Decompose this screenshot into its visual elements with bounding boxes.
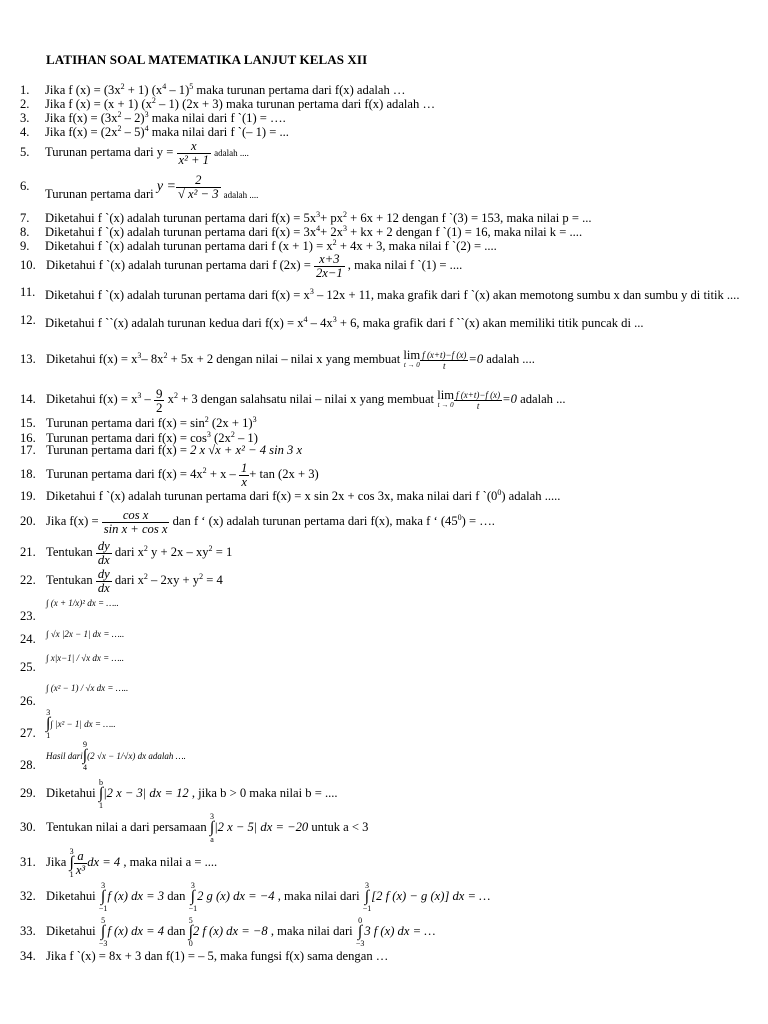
denominator: 2 [155, 399, 163, 415]
question-text: x [164, 392, 174, 406]
upper-limit: 5 [188, 916, 193, 926]
question-number: 25. [20, 660, 36, 674]
limit-label: lim [437, 388, 455, 403]
question-text: + 3 dengan salahsatu nilai – nilai x yang membuat [177, 392, 438, 406]
exponent: 3 [206, 430, 211, 439]
question-number: 20. [20, 514, 36, 528]
denominator: x [241, 474, 247, 489]
limit-subscript: t → 0 [437, 401, 454, 410]
question-text: – 8x [141, 352, 164, 366]
lower-limit: 4 [82, 763, 87, 773]
question-number: 7. [20, 211, 30, 225]
upper-limit: 3 [210, 812, 215, 822]
limit-label: lim [403, 348, 421, 363]
question-text: Diketahui f `(x) adalah turunan pertama dari f(x) = x sin 2x + cos 3x, maka nilai dari f `(0 [46, 489, 498, 503]
question-text: dan [164, 924, 189, 938]
question-number: 13. [20, 352, 36, 366]
question-text: ) adalah ..... [501, 489, 561, 503]
question-text: , jika b > 0 maka nilai b = .... [188, 786, 338, 800]
question-text: Diketahui f ``(x) adalah turunan kedua dari f(x) = x [45, 316, 304, 330]
question-number: 32. [20, 889, 36, 903]
question-13 [20, 342, 742, 373]
integral-expression: |2 x − 3| dx = 12 [103, 786, 189, 800]
question-text: , maka nilai a = .... [120, 855, 218, 869]
question-text: adalah .... [214, 148, 249, 158]
question-text: Jika f (x) = (x + 1) (x [45, 97, 152, 111]
numerator: x [177, 140, 211, 154]
fraction [96, 568, 112, 595]
question-text: Turunan pertama dari f(x) = cos [46, 431, 207, 445]
question-text: Jika [46, 855, 70, 869]
question-text: y + 2x – xy [147, 545, 209, 559]
question-text: – 1) [234, 431, 258, 445]
question-text: – 1) (2x + 3) maka turunan pertama dari f(x) adalah … [155, 97, 436, 111]
integral-sign: 9 ∫ 4 [82, 740, 88, 773]
question-text: Jika f(x) = [46, 514, 102, 528]
question-number: 24. [20, 632, 36, 646]
integral-expression: ∫ √x |2x − 1| dx = ….. [46, 629, 125, 639]
exponent: 2 [208, 544, 213, 553]
fraction [177, 140, 211, 167]
question-31 [20, 845, 742, 879]
question-text: , maka nilai dari [267, 924, 356, 938]
exponent: 2 [199, 572, 204, 581]
exponent: 2 [342, 210, 347, 219]
question-text: Diketahui f `(x) adalah turunan pertama dari f(x) = 3x [45, 225, 317, 239]
integral-expression: ∫ (x² − 1) / √x dx = ….. [46, 683, 129, 693]
exponent: 2 [204, 415, 209, 424]
question-text: + px [320, 211, 343, 225]
question-32 [20, 880, 742, 913]
integral-expression: f (x) dx = 3 [107, 889, 165, 903]
integral-sign: 3 ∫ 1 [46, 708, 51, 740]
question-text: Diketahui f `(x) adalah turunan pertama dari f (2x) = [46, 258, 314, 272]
fraction [314, 253, 345, 280]
question-text: Diketahui [46, 924, 99, 938]
integral-sign: 3 ∫ −1 [188, 881, 198, 914]
exponent: 4 [303, 315, 308, 324]
question-29 [20, 777, 742, 810]
question-text: maka nilai dari f `(– 1) = ... [148, 125, 289, 139]
fraction [154, 387, 165, 414]
question-text: Tentukan nilai a dari persamaan [46, 820, 210, 834]
question-number: 21. [20, 545, 36, 559]
question-text: = 4 [203, 573, 223, 587]
question-text: Diketahui f(x) = x [46, 392, 138, 406]
exponent: 2 [332, 238, 337, 247]
question-text: adalah ... [516, 392, 566, 406]
question-body [44, 313, 742, 330]
question-text: + kx + 2 dengan f `(1) = 16, maka nilai k = .... [346, 225, 583, 239]
question-text: Jika f (x) = (3x [45, 83, 121, 97]
exponent: 2 [230, 430, 235, 439]
question-text: + 2x [320, 225, 343, 239]
question-text: – 4x [307, 316, 333, 330]
question-33 [20, 915, 742, 948]
question-text: – [141, 392, 154, 406]
numerator: 2 [176, 174, 221, 188]
question-text: Diketahui [46, 786, 99, 800]
question-number: 22. [20, 573, 36, 587]
question-text: Turunan pertama dari f(x) = sin [46, 416, 205, 430]
question-12 [20, 313, 742, 330]
question-number: 10. [20, 258, 36, 272]
numerator: f (x+t)−f (x) [422, 349, 467, 360]
question-number: 33. [20, 924, 36, 938]
exponent: 2 [202, 466, 207, 475]
equation-rhs: =0 [468, 352, 484, 366]
question-text: Hasil dari [46, 751, 83, 761]
exponent: 2 [120, 82, 125, 91]
question-text: Jika f(x) = (3x [45, 111, 118, 125]
upper-limit: 3 [364, 881, 369, 891]
question-text: = 1 [212, 545, 233, 559]
question-text: ) = …. [461, 514, 495, 528]
question-10 [20, 251, 742, 280]
question-body [44, 285, 742, 302]
limit-operator [403, 350, 420, 370]
exponent: 3 [309, 287, 314, 296]
question-text: + 5x + 2 dengan nilai – nilai x yang membuat [167, 352, 404, 366]
question-24 [20, 626, 742, 646]
numerator: x+3 [314, 253, 345, 267]
exponent: 2 [173, 391, 178, 400]
question-number: 28. [20, 758, 36, 772]
question-text: , maka nilai f `(1) = .... [344, 258, 463, 272]
lower-limit: 1 [99, 801, 103, 811]
denominator: dx [97, 552, 110, 567]
integral-expression: ∫ |x² − 1| dx = ….. [50, 718, 116, 729]
denominator: x² + 1 [178, 152, 209, 167]
question-number: 17. [20, 443, 36, 457]
exponent: 5 [189, 82, 194, 91]
fraction [454, 390, 502, 411]
question-number: 26. [20, 694, 36, 708]
question-text: Diketahui f(x) = x [46, 352, 138, 366]
integral-expression: 2 f (x) dx = −8 [192, 924, 268, 938]
question-4 [20, 122, 742, 139]
numerator: f (x+t)−f (x) [456, 389, 501, 400]
question-text: Turunan pertama dari y = [45, 145, 177, 159]
integral-expression: f (x) dx = 4 [107, 924, 165, 938]
question-number: 34. [20, 949, 36, 963]
question-text: dan f ‘ (x) adalah turunan pertama dari f(x), maka f ‘ (45 [169, 514, 458, 528]
question-text: Tentukan [46, 573, 96, 587]
question-text: + 6, maka grafik dari f ``(x) akan memiliki titik puncak di ... [336, 316, 644, 330]
fraction [239, 462, 249, 489]
upper-limit: 3 [101, 881, 106, 891]
upper-limit: 3 [190, 881, 195, 891]
question-11 [20, 285, 742, 302]
exponent: 2 [151, 96, 156, 105]
question-text: dan [164, 889, 189, 903]
question-28 [20, 740, 742, 780]
question-number: 5. [20, 145, 30, 159]
exponent: 2 [163, 351, 168, 360]
question-text: – 5) [121, 125, 145, 139]
question-17 [20, 443, 742, 457]
upper-limit: 9 [82, 740, 87, 750]
numerator: 1 [240, 460, 248, 475]
integral-expression: 3 f (x) dx = … [364, 924, 436, 938]
fraction [420, 350, 468, 371]
lower-limit: 1 [69, 870, 74, 880]
exponent: 4 [316, 224, 321, 233]
math-expression: 2 x √x + x² − 4 sin 3 x [190, 443, 303, 457]
upper-limit: b [99, 778, 103, 788]
question-number: 19. [20, 489, 36, 503]
lower-limit: −1 [98, 904, 108, 914]
question-30 [20, 811, 742, 844]
question-20 [20, 505, 742, 536]
question-14 [20, 382, 742, 414]
fraction [96, 540, 112, 567]
exponent: 2 [117, 110, 122, 119]
lower-limit: −3 [98, 939, 108, 949]
question-text: + 4x + 3, maka nilai f `(2) = .... [336, 239, 497, 253]
question-text: Turunan pertama dari f(x) = 4x [46, 467, 203, 481]
fraction [74, 850, 87, 877]
numerator: cos x [102, 509, 170, 523]
denominator: √ x² − 3 [177, 186, 219, 201]
question-number: 12. [20, 313, 36, 327]
question-number: 8. [20, 225, 30, 239]
integral-sign: 3 ∫ a [209, 812, 215, 845]
question-text: Jika f(x) = (2x [45, 125, 118, 139]
numerator: 9 [155, 385, 163, 401]
question-text: dari x [111, 545, 144, 559]
question-text: adalah .... [483, 352, 535, 366]
question-number: 3. [20, 111, 30, 125]
question-text: Turunan pertama dari f(x) = [46, 443, 191, 457]
denominator: 2x−1 [315, 265, 343, 280]
lower-limit: a [210, 835, 214, 845]
question-text: – 1) [166, 83, 190, 97]
question-text: + x – [206, 467, 239, 481]
exponent: 3 [137, 391, 142, 400]
upper-limit: 3 [46, 708, 51, 717]
numerator: dy [97, 566, 110, 581]
question-number: 2. [20, 97, 30, 111]
question-text: + tan (2x + 3) [249, 467, 319, 481]
question-text: Tentukan [46, 545, 96, 559]
integral-expression: (2 √x − 1/√x) dx adalah …. [87, 751, 186, 761]
integral-sign: 3 ∫ −1 [362, 881, 372, 914]
question-text: – 12x + 11, maka grafik dari f `(x) akan memotong sumbu x dan sumbu y di titik .... [313, 288, 740, 302]
denominator: x³ [75, 862, 86, 877]
question-text: + 6x + 12 dengan f `(3) = 153, maka nilai p = ... [346, 211, 592, 225]
question-number: 16. [20, 431, 36, 445]
integral-expression: [2 f (x) − g (x)] dx = … [371, 889, 491, 903]
denominator: t [476, 400, 480, 411]
question-text: – 2xy + y [147, 573, 200, 587]
question-text: Diketahui [46, 889, 99, 903]
denominator: sin x + cos x [103, 521, 168, 536]
lower-limit: 0 [188, 939, 193, 949]
question-text: maka nilai dari f `(1) = …. [148, 111, 286, 125]
question-19 [20, 486, 742, 503]
exponent: 0 [497, 488, 502, 497]
denominator: t [443, 360, 446, 371]
exponent: 2 [143, 572, 148, 581]
question-34 [20, 949, 742, 963]
exponent: 3 [144, 110, 149, 119]
integral-expression: ∫ x|x−1| / √x dx = ….. [46, 653, 124, 663]
worksheet-title: LATIHAN SOAL MATEMATIKA LANJUT KELAS XII [46, 52, 368, 67]
question-number: 23. [20, 609, 36, 623]
question-number: 1. [20, 83, 30, 97]
question-text: untuk a < 3 [308, 820, 369, 834]
fraction [102, 509, 170, 536]
integral-sign: 3 ∫ 1 [69, 847, 74, 880]
question-text: adalah .... [223, 190, 259, 200]
integral-expression: dx = 4 [87, 855, 121, 869]
question-18 [20, 458, 742, 489]
question-number: 9. [20, 239, 30, 253]
lower-limit: −1 [362, 904, 372, 914]
question-text: (2x [210, 431, 231, 445]
lower-limit: −3 [355, 939, 365, 949]
lower-limit: −1 [188, 904, 198, 914]
exponent: 2 [143, 544, 148, 553]
question-26 [20, 680, 742, 708]
question-25 [20, 650, 742, 674]
question-text: , maka nilai dari [274, 889, 363, 903]
question-number: 31. [20, 855, 36, 869]
question-number: 30. [20, 820, 36, 834]
exponent: 4 [144, 124, 149, 133]
integral-sign: 0 ∫ −3 [355, 916, 365, 949]
question-6 [20, 172, 742, 209]
question-21 [20, 536, 742, 567]
exponent: 2 [117, 124, 122, 133]
question-number: 27. [20, 725, 36, 740]
question-number: 18. [20, 467, 36, 481]
equation-rhs: =0 [502, 392, 517, 406]
fraction [176, 174, 221, 201]
exponent: 3 [332, 315, 337, 324]
lower-limit: 1 [46, 731, 51, 740]
upper-limit: 5 [101, 916, 106, 926]
upper-limit: 0 [358, 916, 363, 926]
question-text: (2x + 1) [208, 416, 253, 430]
question-text: dari x [111, 573, 144, 587]
question-text: – 2) [121, 111, 145, 125]
integral-expression: |2 x − 5| dx = −20 [214, 820, 309, 834]
question-5 [20, 138, 742, 167]
question-text: Diketahui f `(x) adalah turunan pertama dari f(x) = 5x [45, 211, 317, 225]
question-text: Turunan pertama dari [45, 187, 154, 201]
question-text: Jika f `(x) = 8x + 3 dan f(1) = – 5, maka fungsi f(x) sama dengan … [46, 949, 389, 963]
question-number: 15. [20, 416, 36, 430]
integral-sign: 3 ∫ −1 [98, 881, 108, 914]
question-text: + 1) (x [124, 83, 163, 97]
numerator: a [74, 850, 87, 864]
integral-sign: 5 ∫ −3 [98, 916, 108, 949]
question-23 [20, 596, 742, 622]
equation-lhs: y = [156, 179, 176, 194]
question-number: 6. [20, 179, 30, 193]
upper-limit: 3 [69, 847, 74, 857]
question-text: Diketahui f `(x) adalah turunan pertama dari f(x) = x [45, 288, 310, 302]
question-number: 14. [20, 392, 36, 406]
integral-expression: ∫ (x + 1/x)² dx = ….. [46, 598, 119, 608]
denominator: dx [97, 580, 110, 595]
exponent: 4 [162, 82, 167, 91]
question-number: 29. [20, 786, 36, 800]
limit-subscript: t → 0 [403, 361, 420, 370]
integral-sign: 5 ∫ 0 [188, 916, 193, 949]
exponent: 0 [457, 513, 462, 522]
exponent: 3 [342, 224, 347, 233]
integral-expression: 2 g (x) dx = −4 [197, 889, 275, 903]
exponent: 3 [252, 415, 257, 424]
question-22 [20, 564, 742, 595]
limit-operator [437, 390, 454, 410]
exponent: 3 [316, 210, 321, 219]
integral-sign: b ∫ 1 [98, 778, 104, 811]
question-number: 4. [20, 125, 30, 139]
question-text: maka turunan pertama dari f(x) adalah … [193, 83, 406, 97]
exponent: 3 [137, 351, 142, 360]
numerator: dy [97, 538, 110, 553]
question-number: 11. [20, 285, 36, 299]
question-text: Diketahui f `(x) adalah turunan pertama dari f (x + 1) = x [45, 239, 333, 253]
